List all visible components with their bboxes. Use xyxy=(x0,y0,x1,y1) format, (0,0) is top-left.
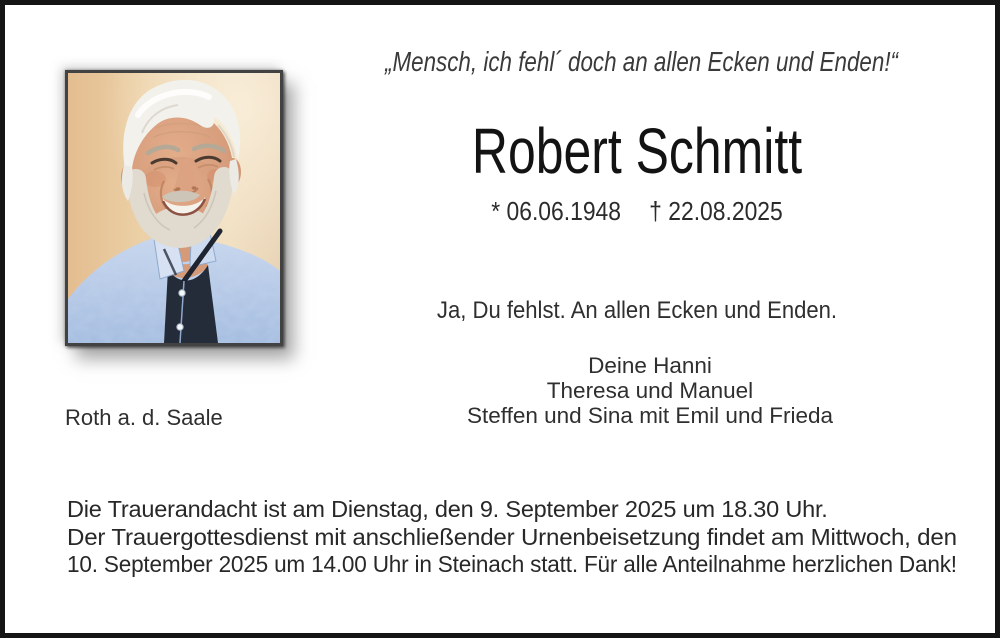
deceased-name: Robert Schmitt xyxy=(471,115,803,187)
portrait-photo xyxy=(65,70,283,346)
family-line: Theresa und Manuel xyxy=(546,378,754,403)
life-dates xyxy=(360,197,914,225)
service-line: Die Trauerandacht ist am Dienstag, den 9. September 2025 um 18.30 Uhr. xyxy=(67,496,828,522)
portrait-illustration xyxy=(68,73,280,343)
death-date: † 22.08.2025 xyxy=(649,196,783,226)
service-line: 10. September 2025 um 14.00 Uhr in Steinach statt. Für alle Anteilnahme herzlichen Dank! xyxy=(67,551,957,578)
birth-date: * 06.06.1948 xyxy=(491,196,622,226)
location: Roth a. d. Saale xyxy=(65,405,223,430)
family-line: Deine Hanni xyxy=(588,353,712,378)
family-names xyxy=(335,353,965,428)
family-line: Steffen und Sina mit Emil und Frieda xyxy=(466,403,834,428)
farewell-line: Ja, Du fehlst. An allen Ecken und Enden. xyxy=(436,297,838,324)
service-line: Der Trauergottesdienst mit anschließender Urnenbeisetzung findet am Mittwoch, den xyxy=(67,523,957,550)
memorial-quote: „Mensch, ich fehl´ doch an allen Ecken und Enden!“ xyxy=(385,46,899,77)
service-details xyxy=(67,496,957,579)
